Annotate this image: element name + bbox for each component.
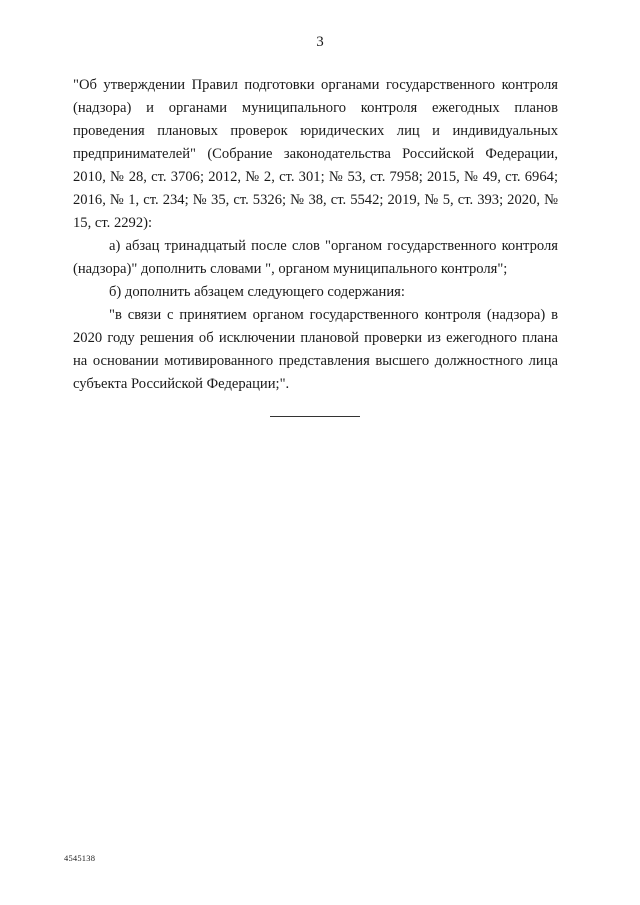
document-body (73, 74, 558, 396)
citation-paragraph: "Об утверждении Правил подготовки органами государственного контроля (надзора) и органами муниципального контроля ежегодных планов проведения плановых проверок юридических лиц и индивидуальных предпринимателей" (Собрание законодательства Российской Федерации, 2010, № 28, ст. 3706; 2012, № 2, ст. 301; № 53, ст. 7958; 2015, № 49, ст. 6964; 2016, № 1, ст. 234; № 35, ст. 5326; № 38, ст. 5542; 2019, № 5, ст. 393; 2020, № 15, ст. 2292): (73, 77, 558, 231)
amendment-item-b: б) дополнить абзацем следующего содержания: (109, 284, 405, 300)
amendment-item-a: а) абзац тринадцатый после слов "органом государственного контроля (надзора)" дополнить словами ", органом муниципального контроля"; (73, 238, 558, 277)
page-number: 3 (316, 34, 324, 50)
closing-divider-line (270, 416, 360, 417)
document-id: 4545138 (64, 853, 96, 863)
new-paragraph-text: "в связи с принятием органом государственного контроля (надзора) в 2020 году решения об исключении плановой проверки из ежегодного плана на основании мотивированного представления высшего должностного лица субъекта Российской Федерации;". (73, 307, 558, 392)
